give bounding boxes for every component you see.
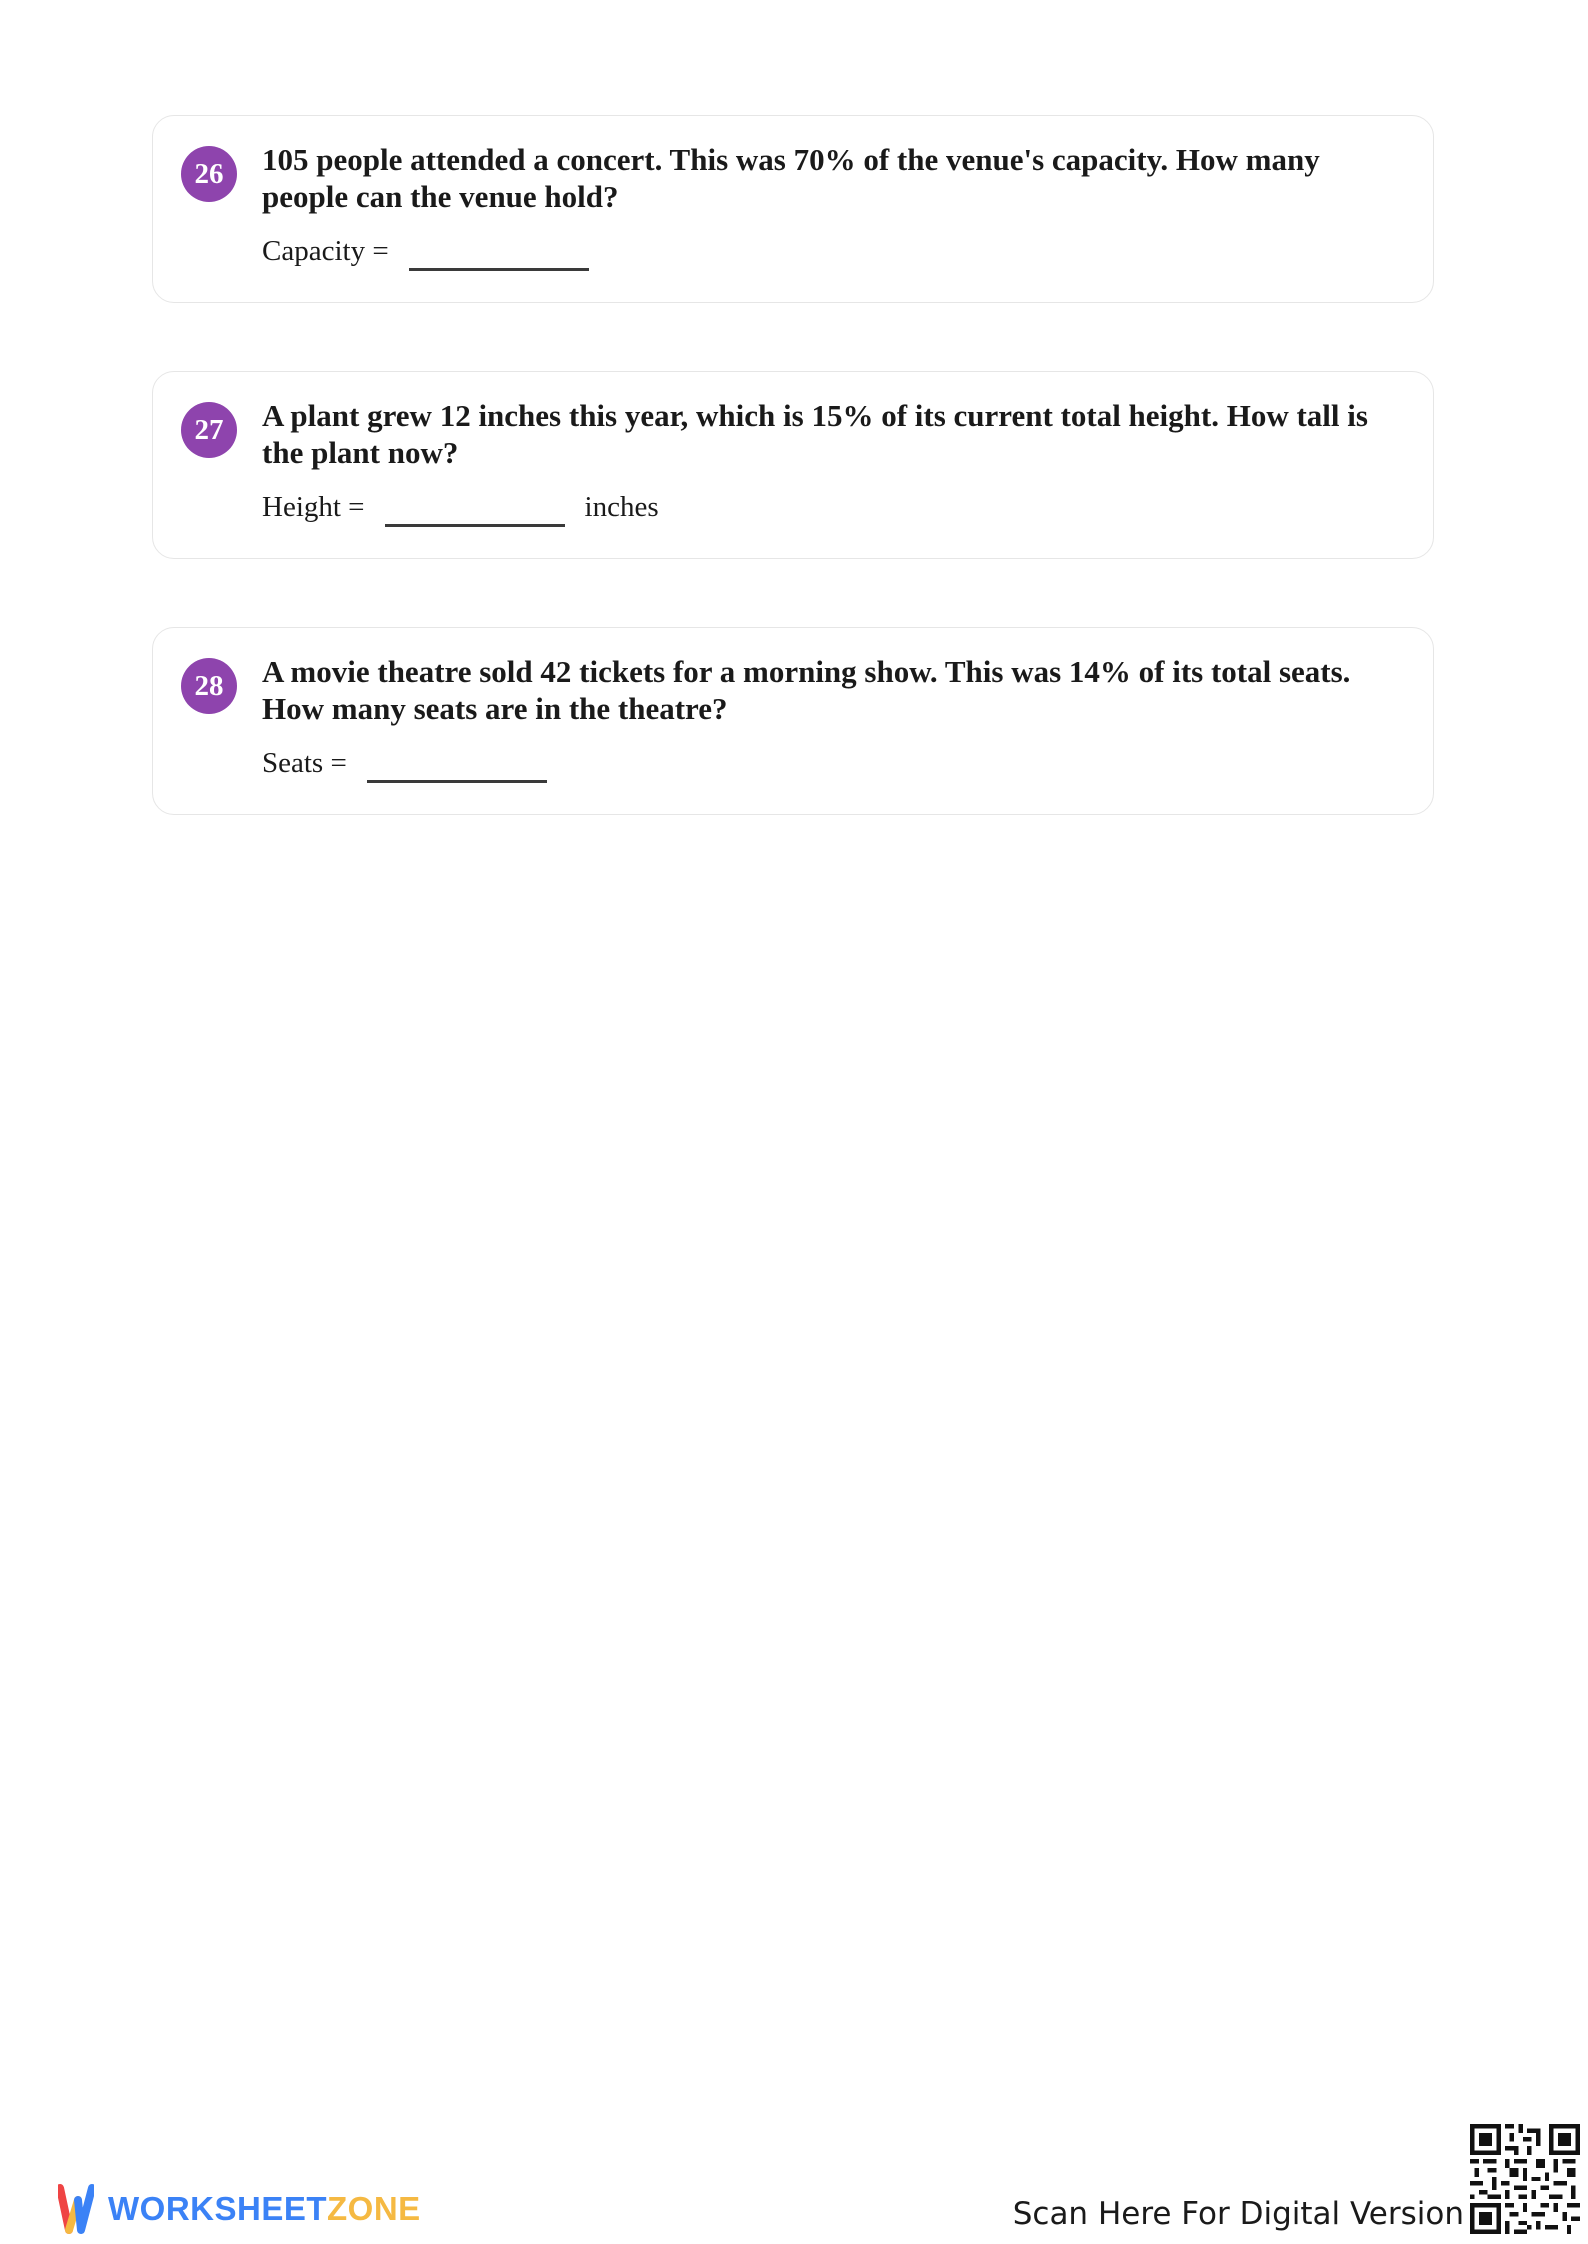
answer-label: Seats = — [262, 747, 347, 779]
question-text: A movie theatre sold 42 tickets for a morning show. This was 14% of its total seats. How many seats are in the theatre? — [262, 654, 1351, 726]
question-card-26 — [152, 115, 1434, 303]
answer-row — [262, 490, 659, 530]
question-card-28 — [152, 627, 1434, 815]
brand-name — [108, 2190, 421, 2228]
question-number-badge: 28 — [181, 658, 237, 714]
question-card-27 — [152, 371, 1434, 559]
scan-here-text: Scan Here For Digital Version — [1012, 2196, 1464, 2232]
answer-input[interactable] — [367, 746, 547, 783]
qr-code-icon[interactable] — [1470, 2124, 1580, 2234]
answer-input[interactable] — [385, 490, 565, 527]
answer-unit: inches — [584, 491, 659, 523]
answer-label: Height = — [262, 491, 365, 523]
answer-input[interactable] — [409, 234, 589, 271]
answer-label: Capacity = — [262, 235, 389, 267]
answer-row — [262, 746, 547, 786]
question-number-badge: 26 — [181, 146, 237, 202]
worksheetzone-logo[interactable] — [58, 2180, 421, 2238]
question-text: A plant grew 12 inches this year, which is 15% of its current total height. How tall is the plant now? — [262, 398, 1368, 470]
brand-name-part-2: ZONE — [327, 2190, 421, 2227]
answer-row — [262, 234, 589, 274]
question-number-badge: 27 — [181, 402, 237, 458]
worksheetzone-logo-icon — [58, 2182, 94, 2236]
question-text: 105 people attended a concert. This was 70% of the venue's capacity. How many people can the venue hold? — [262, 142, 1320, 214]
brand-name-part-1: WORKSHEET — [108, 2190, 327, 2227]
